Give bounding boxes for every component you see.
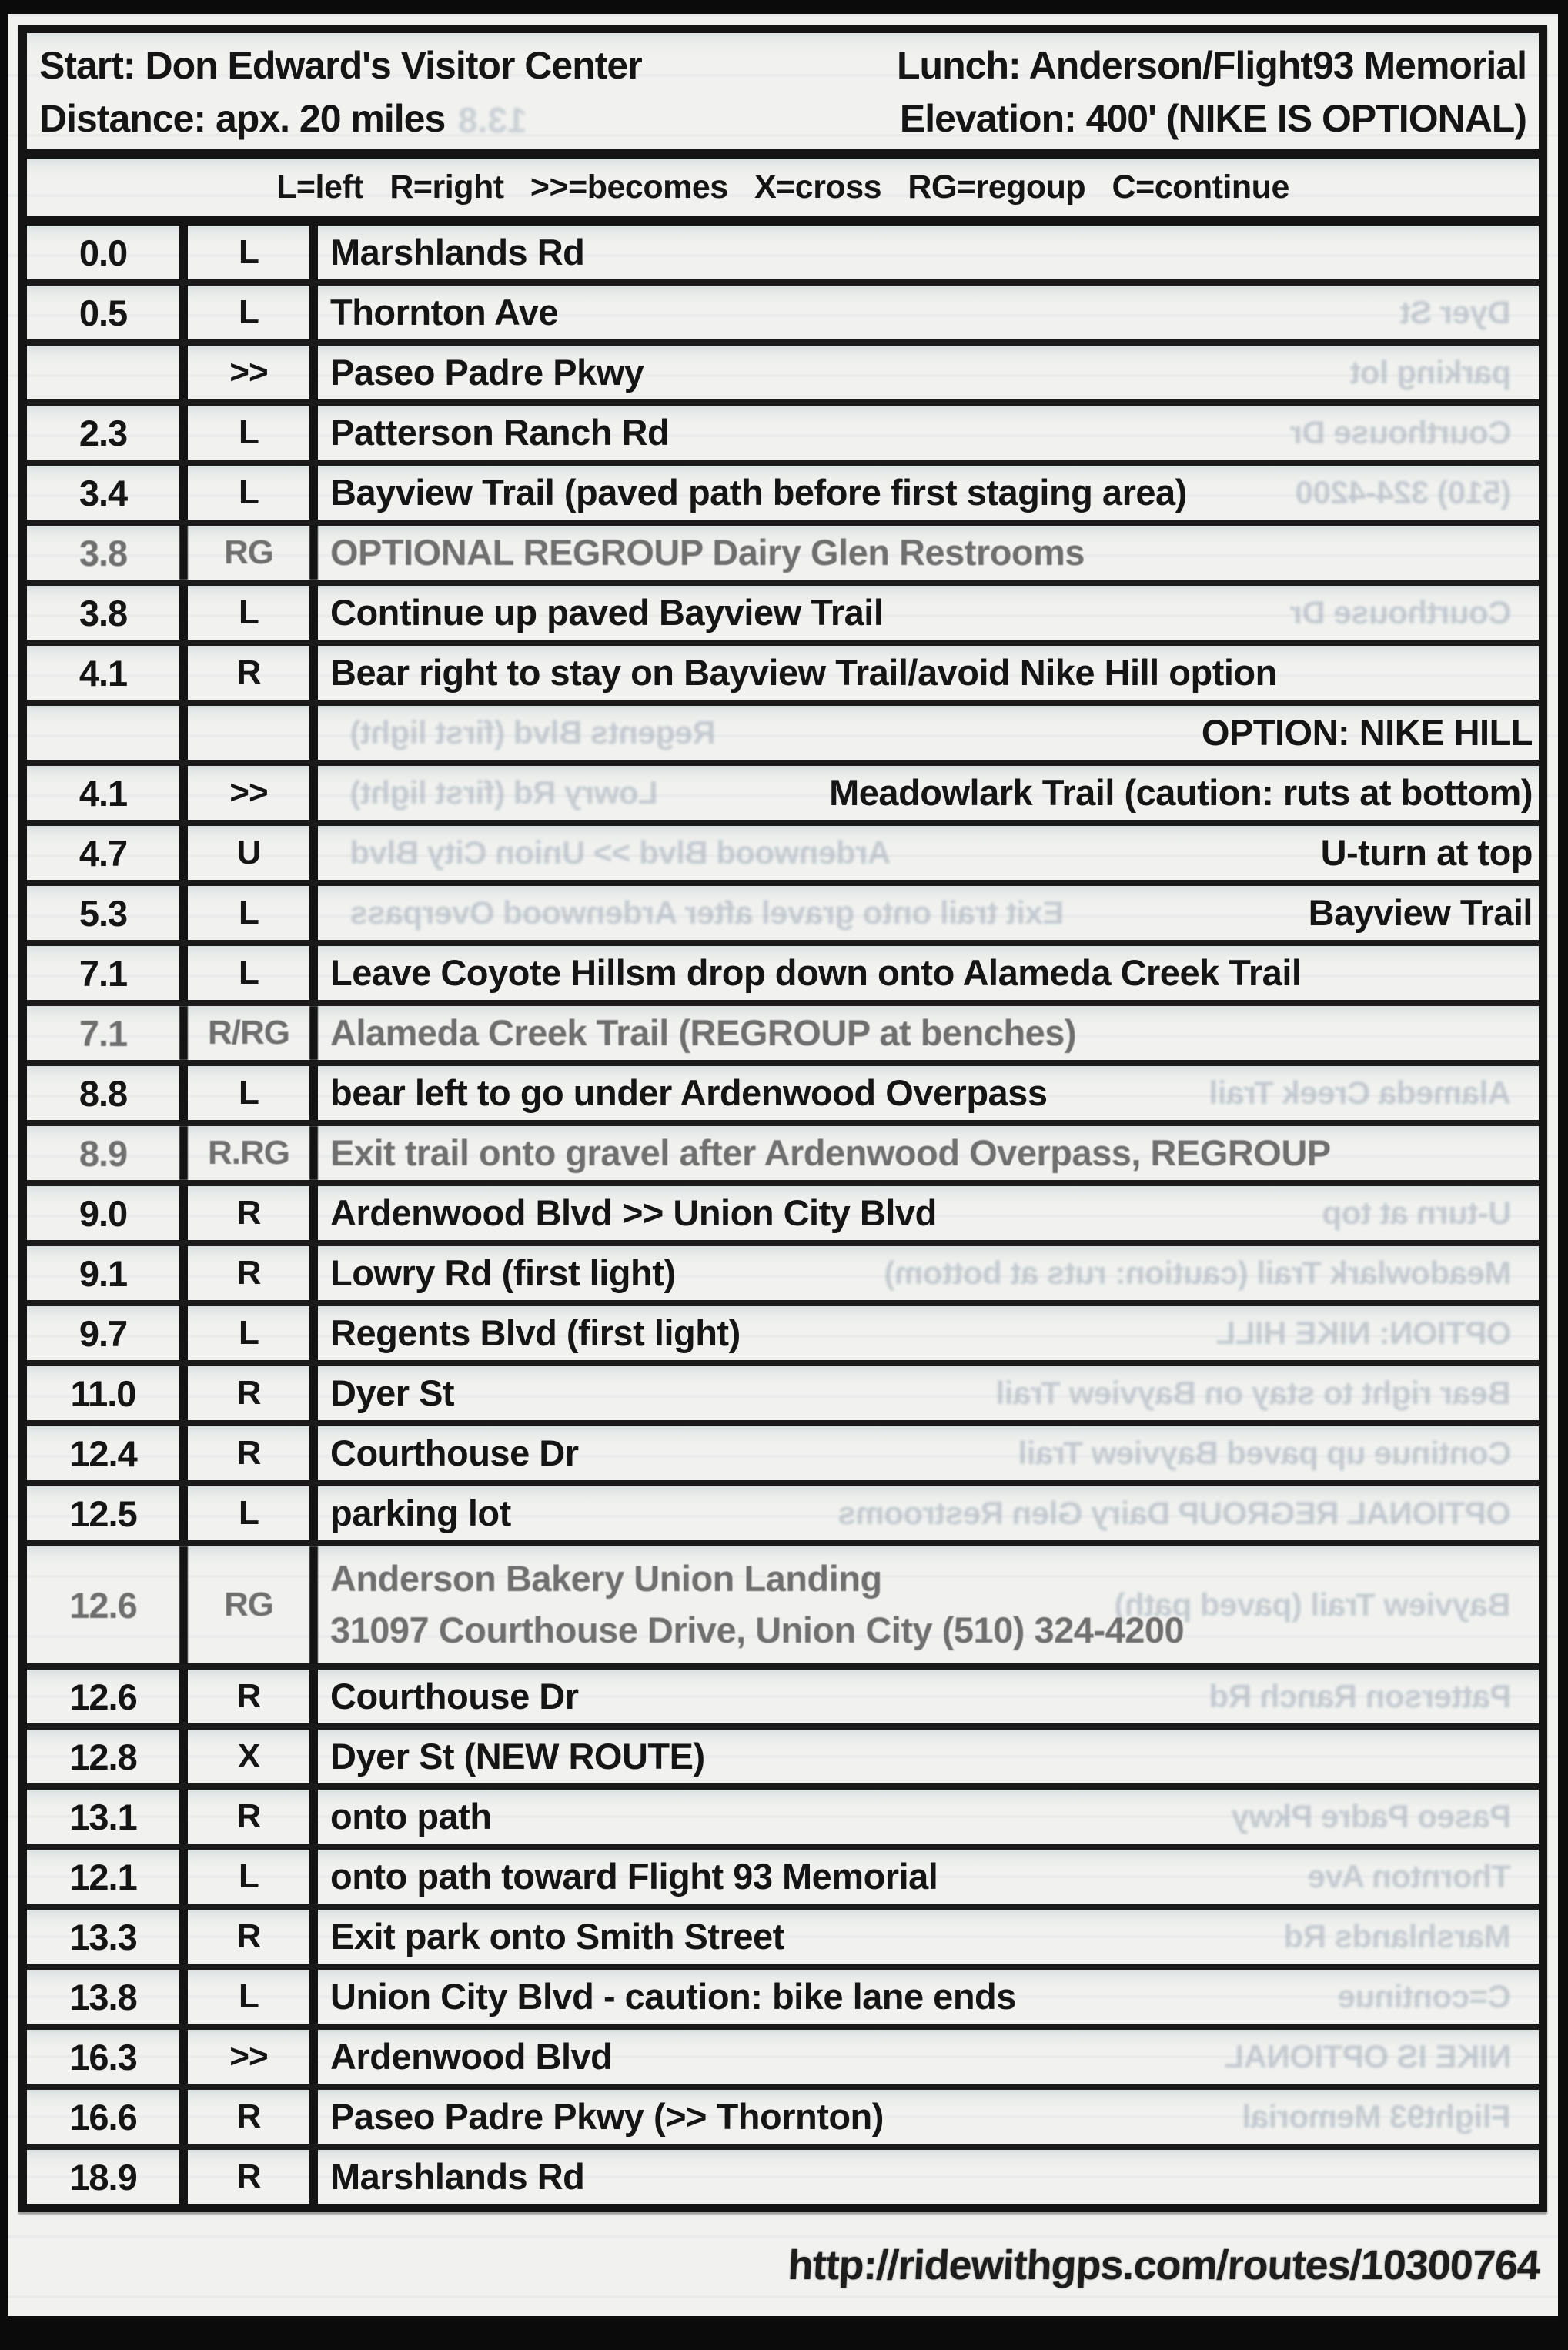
description-cell <box>318 2030 1539 2084</box>
mile-cell: 18.9 <box>27 2150 188 2204</box>
mile-cell: 5.3 <box>27 886 188 940</box>
description-cell <box>318 1970 1539 2024</box>
mile-cell: 9.0 <box>27 1186 188 1240</box>
description-cell <box>318 586 1539 640</box>
description-cell <box>318 1850 1539 1904</box>
description-cell <box>318 1006 1539 1060</box>
description-cell <box>318 706 1539 760</box>
description-text: Paseo Padre Pkwy <box>330 351 644 393</box>
direction-cell <box>188 706 318 760</box>
mile-cell: 0.5 <box>27 286 188 339</box>
description-cell <box>318 1546 1539 1663</box>
mile-cell: 3.8 <box>27 526 188 580</box>
bleed-through-text: Continue up paved Bayview Trail <box>1018 1435 1511 1471</box>
description-text: Ardenwood Blvd <box>330 2035 613 2077</box>
direction-cell: R <box>188 1790 318 1844</box>
description-text: Dyer St (NEW ROUTE) <box>330 1735 705 1777</box>
cue-row <box>27 1426 1539 1486</box>
paper-page <box>8 14 1558 2316</box>
description-cell <box>318 2150 1539 2204</box>
cue-table <box>18 25 1547 2212</box>
cue-row <box>27 886 1539 946</box>
direction-cell: R <box>188 1910 318 1964</box>
description-text: Continue up paved Bayview Trail <box>330 591 884 633</box>
distance-label: Distance: apx. 20 miles <box>39 97 446 140</box>
bleed-through-text: Bayview Trail (paved path) <box>1115 1586 1511 1623</box>
cue-row <box>27 766 1539 826</box>
cue-row <box>27 286 1539 346</box>
mile-cell: 12.1 <box>27 1850 188 1904</box>
cue-row <box>27 946 1539 1006</box>
cue-row <box>27 466 1539 526</box>
mile-cell: 12.5 <box>27 1486 188 1540</box>
description-text: Regents Blvd (first light) <box>330 1312 741 1353</box>
description-text: Ardenwood Blvd >> Union City Blvd <box>330 1192 937 1233</box>
mile-cell: 12.6 <box>27 1670 188 1723</box>
bleed-through-text: Dyer St <box>1400 294 1511 330</box>
description-cell <box>318 1126 1539 1180</box>
bleed-through-text: Marshlands Rd <box>1284 1918 1511 1954</box>
header-line-2 <box>39 92 1526 145</box>
description-cell <box>318 466 1539 520</box>
cue-row <box>27 1366 1539 1426</box>
cue-row <box>27 1730 1539 1790</box>
mile-cell: 9.7 <box>27 1306 188 1360</box>
direction-cell: RG <box>188 1546 318 1663</box>
direction-cell: >> <box>188 346 318 399</box>
cue-row <box>27 1186 1539 1246</box>
direction-cell: L <box>188 286 318 339</box>
description-cell <box>318 646 1539 700</box>
direction-cell: R <box>188 1670 318 1723</box>
mile-cell: 16.3 <box>27 2030 188 2084</box>
bleed-through-text: Regents Blvd (first light) <box>350 714 716 750</box>
abbreviation-legend: L=left R=right >>=becomes X=cross RG=regoup C=continue <box>27 159 1539 226</box>
description-cell <box>318 886 1539 940</box>
direction-cell: L <box>188 1486 318 1540</box>
description-text: Bayview Trail (paved path before first staging area) <box>330 471 1187 513</box>
mile-cell: 13.3 <box>27 1910 188 1964</box>
mile-cell: 0.0 <box>27 226 188 279</box>
bleed-through-text: 13.8 <box>458 100 527 140</box>
description-text: Bayview Trail <box>1308 891 1533 933</box>
description-cell <box>318 766 1539 820</box>
description-text: Courthouse Dr <box>330 1432 579 1473</box>
elevation-label: Elevation: 400' (NIKE IS OPTIONAL) <box>899 97 1526 140</box>
mile-cell: 4.1 <box>27 766 188 820</box>
direction-cell: R <box>188 1246 318 1300</box>
mile-cell: 2.3 <box>27 406 188 460</box>
description-text: Thornton Ave <box>330 291 558 333</box>
cue-row <box>27 1850 1539 1910</box>
mile-cell: 12.6 <box>27 1546 188 1663</box>
mile-cell: 7.1 <box>27 946 188 1000</box>
cue-row <box>27 1970 1539 2030</box>
mile-cell: 11.0 <box>27 1366 188 1420</box>
description-cell <box>318 1246 1539 1300</box>
bleed-through-text: Patterson Ranch Rd <box>1209 1678 1511 1714</box>
description-text: parking lot <box>330 1492 511 1533</box>
description-text: Meadowlark Trail (caution: ruts at bottom) <box>829 771 1533 813</box>
mile-cell: 9.1 <box>27 1246 188 1300</box>
bleed-through-text: U-turn at top <box>1322 1195 1511 1231</box>
direction-cell: L <box>188 1850 318 1904</box>
direction-cell: L <box>188 946 318 1000</box>
description-cell <box>318 346 1539 399</box>
ride-info-header <box>27 33 1539 159</box>
cue-row <box>27 226 1539 286</box>
description-cell <box>318 1366 1539 1420</box>
lunch-label: Lunch: Anderson/Flight93 Memorial <box>897 44 1526 87</box>
mile-cell: 3.4 <box>27 466 188 520</box>
direction-cell: L <box>188 226 318 279</box>
description-text: OPTIONAL REGROUP Dairy Glen Restrooms <box>330 531 1085 573</box>
cue-row <box>27 586 1539 646</box>
bleed-through-text: Courthouse Dr <box>1289 414 1511 450</box>
description-cell <box>318 1486 1539 1540</box>
description-text: Union City Blvd - caution: bike lane ends <box>330 1975 1016 2017</box>
cue-row <box>27 1246 1539 1306</box>
cue-row <box>27 646 1539 706</box>
direction-cell: R/RG <box>188 1006 318 1060</box>
direction-cell: U <box>188 826 318 880</box>
mile-cell: 12.8 <box>27 1730 188 1783</box>
route-url: http://ridewithgps.com/routes/10300764 <box>787 2242 1541 2288</box>
bleed-through-text: Lowry Rd (first light) <box>350 774 658 811</box>
header-line-1 <box>39 39 1526 92</box>
direction-cell: L <box>188 1066 318 1120</box>
description-text: onto path <box>330 1795 492 1837</box>
mile-cell <box>27 346 188 399</box>
description-text: U-turn at top <box>1320 831 1533 873</box>
cue-row <box>27 526 1539 586</box>
description-text: Bear right to stay on Bayview Trail/avoid Nike Hill option <box>330 651 1277 693</box>
description-text: Dyer St <box>330 1372 455 1413</box>
cue-row <box>27 1910 1539 1970</box>
description-cell <box>318 1186 1539 1240</box>
start-label: Start: Don Edward's Visitor Center <box>39 44 642 87</box>
description-text: onto path toward Flight 93 Memorial <box>330 1855 938 1897</box>
description-cell <box>318 826 1539 880</box>
description-text: Alameda Creek Trail (REGROUP at benches) <box>330 1011 1077 1053</box>
mile-cell: 13.8 <box>27 1970 188 2024</box>
description-cell <box>318 406 1539 460</box>
bleed-through-text: Paseo Padre Pkwy <box>1231 1798 1511 1834</box>
cue-row <box>27 706 1539 766</box>
mile-cell: 13.1 <box>27 1790 188 1844</box>
bleed-through-text: parking lot <box>1349 354 1511 390</box>
description-text: bear left to go under Ardenwood Overpass <box>330 1071 1048 1113</box>
bleed-through-text: NIKE IS OPTIONAL <box>1224 2038 1511 2074</box>
cue-row <box>27 1126 1539 1186</box>
mile-cell: 8.9 <box>27 1126 188 1180</box>
description-cell <box>318 1066 1539 1120</box>
direction-cell: R <box>188 2090 318 2144</box>
direction-cell: L <box>188 1306 318 1360</box>
route-url-footer <box>16 2220 1550 2311</box>
description-cell <box>318 1790 1539 1844</box>
direction-cell: R <box>188 1366 318 1420</box>
description-text-line2: 31097 Courthouse Drive, Union City (510) 324-4200 <box>330 1610 1185 1650</box>
mile-cell: 4.7 <box>27 826 188 880</box>
description-text: Marshlands Rd <box>330 2155 585 2197</box>
mile-cell <box>27 706 188 760</box>
description-cell <box>318 1426 1539 1480</box>
description-cell <box>318 1306 1539 1360</box>
direction-cell: >> <box>188 2030 318 2084</box>
direction-cell: RG <box>188 526 318 580</box>
bleed-through-text: Ardenwood Blvd >> Union City Blvd <box>350 834 891 871</box>
description-text: Paseo Padre Pkwy (>> Thornton) <box>330 2095 884 2137</box>
mile-cell: 4.1 <box>27 646 188 700</box>
direction-cell: L <box>188 1970 318 2024</box>
direction-cell: >> <box>188 766 318 820</box>
cue-row <box>27 2150 1539 2204</box>
cue-row <box>27 1006 1539 1066</box>
bleed-through-text: Courthouse Dr <box>1289 594 1511 630</box>
bleed-through-text: Flight93 Memorial <box>1242 2098 1511 2134</box>
cue-row <box>27 1546 1539 1670</box>
direction-cell: R <box>188 1426 318 1480</box>
bleed-through-text: Alameda Creek Trail <box>1209 1075 1511 1111</box>
description-text: Anderson Bakery Union Landing <box>330 1558 882 1600</box>
bleed-through-text: Exit trail onto gravel after Ardenwood Overpass <box>350 894 1065 931</box>
bleed-through-text: OPTION: NIKE HILL <box>1215 1315 1511 1351</box>
cue-row <box>27 2090 1539 2150</box>
mile-cell: 16.6 <box>27 2090 188 2144</box>
cue-row <box>27 1306 1539 1366</box>
bleed-through-text: C=continue <box>1338 1978 1511 2014</box>
cue-row <box>27 2030 1539 2090</box>
mile-cell: 7.1 <box>27 1006 188 1060</box>
cue-row <box>27 826 1539 886</box>
bleed-through-text: (510) 324-4200 <box>1295 474 1511 510</box>
description-text: Marshlands Rd <box>330 231 585 272</box>
cue-row <box>27 346 1539 406</box>
mile-cell: 12.4 <box>27 1426 188 1480</box>
bleed-through-text: Bear right to stay on Bayview Trail <box>996 1375 1511 1411</box>
direction-cell: R.RG <box>188 1126 318 1180</box>
description-cell <box>318 286 1539 339</box>
cue-row <box>27 406 1539 466</box>
description-text: Exit park onto Smith Street <box>330 1915 784 1957</box>
cue-row <box>27 1486 1539 1546</box>
description-cell <box>318 946 1539 1000</box>
description-text: Lowry Rd (first light) <box>330 1252 676 1293</box>
description-text: Exit trail onto gravel after Ardenwood Overpass, REGROUP <box>330 1132 1331 1173</box>
cue-row <box>27 1670 1539 1730</box>
description-text: Patterson Ranch Rd <box>330 411 670 453</box>
direction-cell: R <box>188 1186 318 1240</box>
description-cell <box>318 1910 1539 1964</box>
direction-cell: R <box>188 2150 318 2204</box>
direction-cell: L <box>188 466 318 520</box>
cue-row <box>27 1790 1539 1850</box>
description-text: OPTION: NIKE HILL <box>1201 711 1533 753</box>
description-cell <box>318 226 1539 279</box>
direction-cell: L <box>188 586 318 640</box>
bleed-through-text: Thornton Ave <box>1308 1858 1511 1894</box>
description-cell <box>318 526 1539 580</box>
mile-cell: 3.8 <box>27 586 188 640</box>
direction-cell: L <box>188 886 318 940</box>
description-cell <box>318 2090 1539 2144</box>
cue-row <box>27 1066 1539 1126</box>
description-text: Leave Coyote Hillsm drop down onto Alameda Creek Trail <box>330 951 1302 993</box>
bleed-through-text: Meadowlark Trail (caution: ruts at bottom) <box>884 1255 1511 1291</box>
bleed-through-text: OPTIONAL REGROUP Dairy Glen Restrooms <box>838 1495 1511 1531</box>
description-cell <box>318 1730 1539 1783</box>
direction-cell: R <box>188 646 318 700</box>
direction-cell: L <box>188 406 318 460</box>
description-cell <box>318 1670 1539 1723</box>
direction-cell: X <box>188 1730 318 1783</box>
mile-cell: 8.8 <box>27 1066 188 1120</box>
cue-rows <box>27 226 1539 2204</box>
description-text: Courthouse Dr <box>330 1675 579 1717</box>
